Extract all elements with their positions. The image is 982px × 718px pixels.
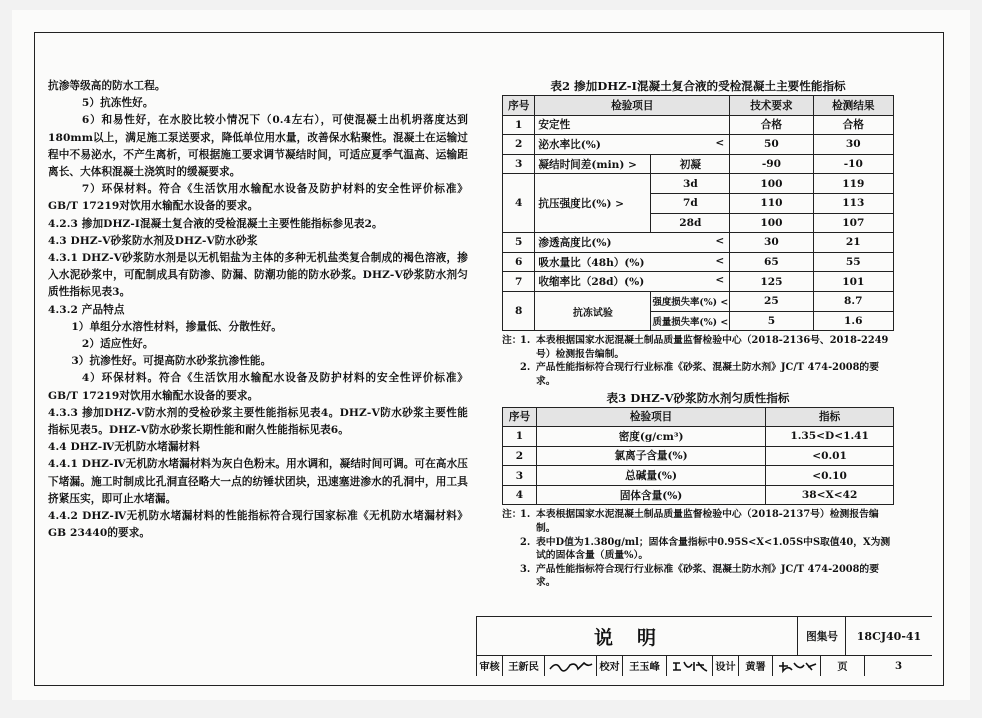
- table-row: [503, 291, 894, 311]
- notes-label: 注：: [502, 335, 522, 347]
- checker-name: 王玉峰: [623, 655, 667, 676]
- table-header: 序号: [503, 407, 537, 427]
- table-cell: 4: [503, 174, 535, 233]
- atlas-number: 18CJ40-41: [845, 617, 932, 655]
- table3-title: 表3 DHZ-Ⅴ砂浆防水剂匀质性指标: [606, 390, 790, 405]
- note-number: 2.: [520, 362, 531, 374]
- note-number: 3.: [520, 563, 531, 575]
- table-row: [503, 154, 894, 174]
- note-number: 1.: [520, 335, 531, 347]
- page-label: 页: [821, 655, 865, 676]
- table-cell: 7d: [651, 193, 730, 213]
- designer-signature: [773, 655, 821, 676]
- paragraph: 4）环保材料。符合《生活饮用水输配水设备及防护材料的安全性评价标准》GB/T 17219对饮用水输配水设备的要求。: [48, 372, 468, 402]
- table-cell: 抗压强度比(%) >: [535, 174, 651, 233]
- reviewer-signature: [545, 655, 597, 676]
- table-row: [503, 272, 894, 292]
- table-cell: 100: [730, 174, 813, 194]
- table-cell: [535, 272, 730, 292]
- table-cell: 合格: [813, 115, 893, 135]
- table-cell: 抗冻试验: [535, 291, 651, 330]
- table-cell: 113: [813, 193, 893, 213]
- table-cell: 3d: [651, 174, 730, 194]
- table-cell: [535, 135, 730, 155]
- table-cell: [535, 233, 730, 253]
- less-than-symbol: <: [715, 274, 725, 287]
- section-heading: 4.3 DHZ-Ⅴ砂浆防水剂及DHZ-Ⅴ防水砂浆: [48, 234, 258, 247]
- table-cell: 5: [503, 233, 535, 253]
- table-cell: 凝结时间差(min) >: [535, 154, 651, 174]
- note-item: [502, 563, 894, 590]
- table-cell: 110: [730, 193, 813, 213]
- paragraph: 4.3.3 掺加DHZ-Ⅴ防水剂的受检砂浆主要性能指标见表4。DHZ-Ⅴ防水砂浆主要性能指标见表5。DHZ-Ⅴ防水砂浆长期性能和耐久性能指标见表6。: [48, 406, 468, 437]
- table-cell: 55: [813, 252, 893, 272]
- less-than-symbol: <: [715, 234, 725, 247]
- table-cell: -10: [813, 154, 893, 174]
- table2: [502, 95, 894, 331]
- table-cell: 107: [813, 213, 893, 233]
- review-label: 审核: [477, 655, 503, 676]
- left-text-column: [48, 78, 468, 542]
- item-label: 渗透高度比(%): [538, 236, 612, 249]
- designer-name: 黄署: [739, 655, 773, 676]
- table-cell: 固体含量(%): [536, 485, 765, 505]
- paragraph: 抗渗等级高的防水工程。: [48, 80, 166, 92]
- table-cell: 5: [730, 311, 813, 331]
- table-header: 检测结果: [813, 96, 893, 116]
- table-cell: 2: [503, 446, 537, 466]
- table2-title: 表2 掺加DHZ-Ⅰ混凝土复合液的受检混凝土主要性能指标: [550, 79, 846, 93]
- right-tables-column: [502, 78, 894, 590]
- table-cell: 38<X<42: [766, 485, 894, 505]
- table-cell: 8.7: [813, 291, 893, 311]
- drawing-title: 说明: [593, 626, 680, 649]
- title-block: [476, 616, 932, 676]
- table3: [502, 407, 894, 506]
- paragraph: 5）抗冻性好。: [81, 97, 154, 110]
- table-header: 技术要求: [730, 96, 813, 116]
- table-cell: 21: [813, 233, 893, 253]
- note-text: 本表根据国家水泥混凝土制品质量监督检验中心（2018-2136号、2018-2249号）检测报告编制。: [536, 335, 889, 360]
- note-number: 2.: [520, 536, 531, 548]
- item-label: 收缩率比（28d）(%): [538, 276, 645, 289]
- table-row: [503, 427, 894, 447]
- item-label: 泌水率比(%): [538, 138, 601, 151]
- less-than-symbol: <: [715, 136, 725, 149]
- table-cell: 25: [730, 291, 813, 311]
- table-cell: 强度损失率(%) <: [651, 291, 730, 311]
- table-cell: 总碱量(%): [536, 466, 765, 486]
- table-header: 序号: [503, 96, 535, 116]
- note-text: 本表根据国家水泥混凝土制品质量监督检验中心（2018-2137号）检测报告编制。: [536, 509, 879, 535]
- section-heading: 4.4 DHZ-Ⅳ无机防水堵漏材料: [48, 441, 200, 454]
- paragraph: 6）和易性好，在水胶比较小情况下（0.4左右），可使混凝土出机坍落度达到180mm以上，满足施工泵送要求，降低单位用水量，改善保水粘聚性。混凝土在运输过程中不易泌水，不产生离析，可根据施工要求调节凝结时间，可适应夏季气温高、运输距离长、大体积混凝土浇筑时的缓凝要求。: [48, 114, 468, 179]
- page-number: 3: [894, 659, 903, 672]
- less-than-symbol: <: [715, 254, 725, 267]
- table-cell: 1.6: [813, 311, 893, 331]
- table-cell: 合格: [730, 115, 813, 135]
- table3-notes: [502, 508, 894, 590]
- signature-icon: [548, 659, 594, 673]
- note-text: 表中D值为1.380g/ml；固体含量指标中0.95S<X<1.05S中S取值40，X为测试的固体含量（质量%）。: [536, 536, 891, 562]
- paragraph: 2）适应性好。: [81, 338, 154, 351]
- section-heading: 4.3.2 产品特点: [48, 303, 125, 316]
- check-label: 校对: [597, 655, 623, 676]
- table-cell: 30: [813, 135, 893, 155]
- note-number: 1.: [520, 509, 531, 521]
- note-item: [502, 536, 894, 563]
- table-row: [503, 466, 894, 486]
- table-cell: 1.35<D<1.41: [766, 427, 894, 447]
- table-row: [503, 233, 894, 253]
- table-cell: 6: [503, 252, 535, 272]
- note-item: [502, 508, 894, 535]
- paragraph: 4.4.1 DHZ-Ⅳ无机防水堵漏材料为灰白色粉末。用水调和，凝结时间可调。可在高水压下堵漏。施工时制成比孔洞直径略大一点的纺锤状团块，迅速塞进渗水的孔洞中，用工具挤紧压实，即可止水堵漏。: [48, 458, 468, 505]
- table-row: [503, 407, 894, 427]
- table-cell: 125: [730, 272, 813, 292]
- title-block-top: [477, 617, 932, 656]
- table-row: [503, 252, 894, 272]
- table-cell: 1: [503, 115, 535, 135]
- table-cell: -90: [730, 154, 813, 174]
- paragraph: 4.2.3 掺加DHZ-Ⅰ混凝土复合液的受检混凝土主要性能指标参见表2。: [48, 217, 383, 230]
- notes-label: 注：: [502, 509, 522, 521]
- table-cell: 3: [503, 466, 537, 486]
- table-header: 检验项目: [535, 96, 730, 116]
- paragraph: 1）单组分水溶性材料，掺量低、分散性好。: [71, 320, 282, 333]
- table-cell: 50: [730, 135, 813, 155]
- table-cell: 2: [503, 135, 535, 155]
- reviewer-name: 王新民: [503, 655, 545, 676]
- table2-notes: [502, 334, 894, 388]
- design-label: 设计: [713, 655, 739, 676]
- note-item: [502, 361, 894, 388]
- table-cell: 4: [503, 485, 537, 505]
- table-header: 检验项目: [536, 407, 765, 427]
- table-cell: 8: [503, 291, 535, 330]
- table-cell: <0.01: [766, 446, 894, 466]
- table-row: [503, 446, 894, 466]
- paragraph: 3）抗渗性好。可提高防水砂浆抗渗性能。: [71, 355, 272, 368]
- table-cell: 101: [813, 272, 893, 292]
- table-cell: 初凝: [651, 154, 730, 174]
- table-row: [503, 115, 894, 135]
- note-text: 产品性能指标符合现行行业标准《砂浆、混凝土防水剂》JC/T 474-2008的要求。: [536, 563, 880, 589]
- table-cell: [535, 252, 730, 272]
- table-cell: 氯离子含量(%): [536, 446, 765, 466]
- table-header: 指标: [766, 407, 894, 427]
- table-cell: 密度(g/cm³): [536, 427, 765, 447]
- paragraph: 4.3.1 DHZ-Ⅴ砂浆防水剂是以无机铝盐为主体的多种无机盐类复合制成的褐色溶液，掺入水泥砂浆中，可配制成具有防渗、防漏、防潮功能的防水砂浆。DHZ-Ⅴ砂浆防水剂匀质性指标见表3。: [48, 252, 468, 299]
- title-block-signatures: [477, 655, 932, 676]
- item-label: 吸水量比（48h）(%): [538, 256, 645, 269]
- table-cell: 7: [503, 272, 535, 292]
- note-item: [502, 334, 894, 361]
- table-cell: 安定性: [535, 115, 730, 135]
- table-cell: 1: [503, 427, 537, 447]
- paragraph: 7）环保材料。符合《生活饮用水输配水设备及防护材料的安全性评价标准》GB/T 17219对饮用水输配水设备的要求。: [48, 183, 468, 213]
- table-cell: 28d: [651, 213, 730, 233]
- atlas-number-label: 图集号: [797, 617, 846, 655]
- table-cell: 119: [813, 174, 893, 194]
- signature-icon: [776, 659, 818, 673]
- table-cell: 65: [730, 252, 813, 272]
- signature-icon: [670, 659, 710, 673]
- table-cell: 3: [503, 154, 535, 174]
- checker-signature: [667, 655, 713, 676]
- table-row: [503, 174, 894, 194]
- table-cell: 质量损失率(%) <: [651, 311, 730, 331]
- table-cell: 100: [730, 213, 813, 233]
- table-cell: 30: [730, 233, 813, 253]
- note-text: 产品性能指标符合现行行业标准《砂浆、混凝土防水剂》JC/T 474-2008的要求。: [536, 362, 880, 387]
- table-cell: <0.10: [766, 466, 894, 486]
- table-row: [503, 96, 894, 116]
- table-row: [503, 135, 894, 155]
- paragraph: 4.4.2 DHZ-Ⅳ无机防水堵漏材料的性能指标符合现行国家标准《无机防水堵漏材料》GB 23440的要求。: [48, 510, 468, 540]
- table-row: [503, 485, 894, 505]
